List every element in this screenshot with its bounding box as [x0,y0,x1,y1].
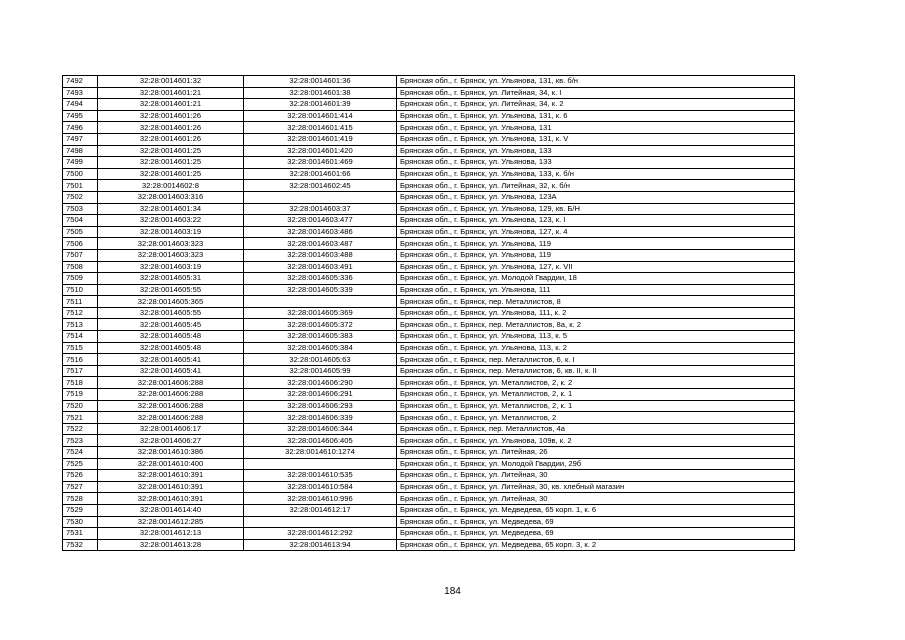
table-row [63,296,795,308]
cadastral-number-cell: 32:28:0014610:400 [98,458,244,470]
cadastral-number-cell: 32:28:0014601:25 [98,168,244,180]
row-number-cell: 7523 [63,435,98,447]
address-cell: Брянская обл., г. Брянск, ул. Ульянова, 111, к. 2 [397,307,795,319]
row-number-cell: 7529 [63,504,98,516]
cadastral-number-cell: 32:28:0014601:34 [98,203,244,215]
address-cell: Брянская обл., г. Брянск, ул. Ульянова, 123, к. I [397,215,795,227]
table-row [63,110,795,122]
cadastral-number-cell: 32:28:0014605:55 [98,284,244,296]
cadastral-number-cell: 32:28:0014606:288 [98,377,244,389]
table-row [63,354,795,366]
address-cell: Брянская обл., г. Брянск, ул. Ульянова, 131 [397,122,795,134]
row-number-cell: 7515 [63,342,98,354]
table-row [63,145,795,157]
cadastral-number-cell: 32:28:0014605:45 [98,319,244,331]
object-number-cell: 32:28:0014601:415 [244,122,397,134]
row-number-cell: 7507 [63,249,98,261]
cadastral-number-cell: 32:28:0014606:288 [98,412,244,424]
row-number-cell: 7497 [63,133,98,145]
row-number-cell: 7517 [63,365,98,377]
cadastral-number-cell: 32:28:0014603:19 [98,226,244,238]
address-cell: Брянская обл., г. Брянск, ул. Литейная, 34, к. I [397,87,795,99]
table-row [63,203,795,215]
address-cell: Брянская обл., г. Брянск, ул. Металлистов, 2, к. 1 [397,400,795,412]
address-cell: Брянская обл., г. Брянск, ул. Ульянова, 131, кв. б/н [397,76,795,88]
object-number-cell: 32:28:0014605:384 [244,342,397,354]
address-cell: Брянская обл., г. Брянск, ул. Ульянова, 131, к. V [397,133,795,145]
row-number-cell: 7505 [63,226,98,238]
table-row [63,458,795,470]
page-number: 184 [444,586,461,597]
cadastral-number-cell: 32:28:0014601:21 [98,99,244,111]
object-number-cell: 32:28:0014612:17 [244,504,397,516]
table-row [63,377,795,389]
cadastral-number-cell: 32:28:0014610:391 [98,481,244,493]
object-number-cell: 32:28:0014606:344 [244,423,397,435]
row-number-cell: 7493 [63,87,98,99]
row-number-cell: 7496 [63,122,98,134]
object-number-cell: 32:28:0014610:1274 [244,447,397,459]
row-number-cell: 7527 [63,481,98,493]
table-row [63,157,795,169]
row-number-cell: 7509 [63,273,98,285]
object-number-cell [244,191,397,203]
row-number-cell: 7502 [63,191,98,203]
object-number-cell [244,296,397,308]
cadastral-number-cell: 32:28:0014603:316 [98,191,244,203]
table-row [63,400,795,412]
address-cell: Брянская обл., г. Брянск, ул. Литейная, 26 [397,447,795,459]
row-number-cell: 7513 [63,319,98,331]
cadastral-number-cell: 32:28:0014605:41 [98,354,244,366]
row-number-cell: 7508 [63,261,98,273]
table-row [63,493,795,505]
cadastral-number-cell: 32:28:0014601:26 [98,122,244,134]
row-number-cell: 7520 [63,400,98,412]
table-row [63,528,795,540]
cadastral-number-cell: 32:28:0014606:288 [98,400,244,412]
table-row [63,180,795,192]
address-cell: Брянская обл., г. Брянск, пер. Металлистов, 8а, к. 2 [397,319,795,331]
cadastral-number-cell: 32:28:0014601:25 [98,145,244,157]
cadastral-number-cell: 32:28:0014613:28 [98,539,244,551]
table-row [63,215,795,227]
address-cell: Брянская обл., г. Брянск, ул. Ульянова, 113, к. 2 [397,342,795,354]
object-number-cell: 32:28:0014601:420 [244,145,397,157]
cadastral-number-cell: 32:28:0014601:26 [98,133,244,145]
row-number-cell: 7504 [63,215,98,227]
address-cell: Брянская обл., г. Брянск, ул. Ульянова, 131, к. 6 [397,110,795,122]
address-cell: Брянская обл., г. Брянск, ул. Ульянова, 113, к. 5 [397,331,795,343]
cadastral-number-cell: 32:28:0014603:19 [98,261,244,273]
cadastral-number-cell: 32:28:0014606:288 [98,389,244,401]
row-number-cell: 7531 [63,528,98,540]
table-row [63,516,795,528]
address-cell: Брянская обл., г. Брянск, пер. Металлистов, 6, к. I [397,354,795,366]
row-number-cell: 7521 [63,412,98,424]
address-cell: Брянская обл., г. Брянск, ул. Ульянова, 127, к. VII [397,261,795,273]
cadastral-number-cell: 32:28:0014601:21 [98,87,244,99]
object-number-cell: 32:28:0014606:339 [244,412,397,424]
address-cell: Брянская обл., г. Брянск, пер. Металлистов, 4а [397,423,795,435]
row-number-cell: 7498 [63,145,98,157]
cadastral-number-cell: 32:28:0014602:8 [98,180,244,192]
address-cell: Брянская обл., г. Брянск, ул. Медведева, 69 [397,528,795,540]
object-number-cell: 32:28:0014606:290 [244,377,397,389]
row-number-cell: 7494 [63,99,98,111]
row-number-cell: 7519 [63,389,98,401]
row-number-cell: 7500 [63,168,98,180]
row-number-cell: 7511 [63,296,98,308]
object-number-cell: 32:28:0014603:486 [244,226,397,238]
row-number-cell: 7501 [63,180,98,192]
table-row [63,481,795,493]
address-cell: Брянская обл., г. Брянск, ул. Литейная, 30 [397,470,795,482]
table-row [63,87,795,99]
cadastral-number-cell: 32:28:0014601:32 [98,76,244,88]
row-number-cell: 7524 [63,447,98,459]
cadastral-number-cell: 32:28:0014612:285 [98,516,244,528]
cadastral-number-cell: 32:28:0014603:323 [98,249,244,261]
object-number-cell [244,516,397,528]
cadastral-number-cell: 32:28:0014612:13 [98,528,244,540]
cadastral-number-cell: 32:28:0014605:41 [98,365,244,377]
address-cell: Брянская обл., г. Брянск, ул. Литейная, 30 [397,493,795,505]
address-cell: Брянская обл., г. Брянск, ул. Медведева, 65 корп. 3, к. 2 [397,539,795,551]
object-number-cell: 32:28:0014606:291 [244,389,397,401]
cadastral-number-cell: 32:28:0014605:55 [98,307,244,319]
row-number-cell: 7528 [63,493,98,505]
address-cell: Брянская обл., г. Брянск, ул. Ульянова, 111 [397,284,795,296]
address-cell: Брянская обл., г. Брянск, ул. Металлистов, 2 [397,412,795,424]
table-row [63,249,795,261]
object-number-cell: 32:28:0014603:488 [244,249,397,261]
registry-table [62,75,795,551]
table-row [63,539,795,551]
object-number-cell: 32:28:0014601:66 [244,168,397,180]
table-row [63,470,795,482]
address-cell: Брянская обл., г. Брянск, ул. Ульянова, 127, к. 4 [397,226,795,238]
cadastral-number-cell: 32:28:0014610:391 [98,493,244,505]
row-number-cell: 7495 [63,110,98,122]
address-cell: Брянская обл., г. Брянск, ул. Металлистов, 2, к. 2 [397,377,795,389]
cadastral-number-cell: 32:28:0014610:386 [98,447,244,459]
object-number-cell: 32:28:0014602:45 [244,180,397,192]
object-number-cell: 32:28:0014605:63 [244,354,397,366]
cadastral-number-cell: 32:28:0014601:25 [98,157,244,169]
table-row [63,273,795,285]
object-number-cell: 32:28:0014601:38 [244,87,397,99]
row-number-cell: 7525 [63,458,98,470]
table-row [63,331,795,343]
table-row [63,365,795,377]
row-number-cell: 7514 [63,331,98,343]
table-row [63,191,795,203]
cadastral-number-cell: 32:28:0014605:48 [98,342,244,354]
table-row [63,319,795,331]
address-cell: Брянская обл., г. Брянск, ул. Молодой Гвардии, 18 [397,273,795,285]
address-cell: Брянская обл., г. Брянск, ул. Ульянова, 123А [397,191,795,203]
object-number-cell: 32:28:0014601:419 [244,133,397,145]
row-number-cell: 7518 [63,377,98,389]
address-cell: Брянская обл., г. Брянск, ул. Медведева, 69 [397,516,795,528]
object-number-cell: 32:28:0014605:383 [244,331,397,343]
object-number-cell: 32:28:0014605:339 [244,284,397,296]
address-cell: Брянская обл., г. Брянск, ул. Ульянова, 133 [397,157,795,169]
object-number-cell: 32:28:0014601:36 [244,76,397,88]
row-number-cell: 7526 [63,470,98,482]
row-number-cell: 7512 [63,307,98,319]
table-row [63,447,795,459]
object-number-cell: 32:28:0014605:372 [244,319,397,331]
cadastral-number-cell: 32:28:0014601:26 [98,110,244,122]
address-cell: Брянская обл., г. Брянск, ул. Металлистов, 2, к. 1 [397,389,795,401]
address-cell: Брянская обл., г. Брянск, ул. Литейная, 32, к. б/н [397,180,795,192]
object-number-cell: 32:28:0014601:39 [244,99,397,111]
address-cell: Брянская обл., г. Брянск, ул. Молодой Гвардии, 29б [397,458,795,470]
row-number-cell: 7532 [63,539,98,551]
address-cell: Брянская обл., г. Брянск, ул. Ульянова, 129, кв. Б/Н [397,203,795,215]
object-number-cell: 32:28:0014601:469 [244,157,397,169]
table-row [63,342,795,354]
table-row [63,99,795,111]
registry-table-body [63,76,795,551]
cadastral-number-cell: 32:28:0014605:31 [98,273,244,285]
table-row [63,284,795,296]
object-number-cell: 32:28:0014603:491 [244,261,397,273]
object-number-cell: 32:28:0014601:414 [244,110,397,122]
row-number-cell: 7492 [63,76,98,88]
object-number-cell [244,458,397,470]
object-number-cell: 32:28:0014610:584 [244,481,397,493]
cadastral-number-cell: 32:28:0014605:48 [98,331,244,343]
cadastral-number-cell: 32:28:0014610:391 [98,470,244,482]
table-row [63,423,795,435]
row-number-cell: 7516 [63,354,98,366]
row-number-cell: 7506 [63,238,98,250]
table-row [63,412,795,424]
object-number-cell: 32:28:0014606:293 [244,400,397,412]
address-cell: Брянская обл., г. Брянск, пер. Металлистов, 6, кв. II, к. II [397,365,795,377]
table-row [63,226,795,238]
address-cell: Брянская обл., г. Брянск, пер. Металлистов, 8 [397,296,795,308]
cadastral-number-cell: 32:28:0014606:17 [98,423,244,435]
table-row [63,168,795,180]
cadastral-number-cell: 32:28:0014614:40 [98,504,244,516]
object-number-cell: 32:28:0014610:535 [244,470,397,482]
table-row [63,133,795,145]
cadastral-number-cell: 32:28:0014603:323 [98,238,244,250]
table-row [63,238,795,250]
object-number-cell: 32:28:0014605:336 [244,273,397,285]
object-number-cell: 32:28:0014603:37 [244,203,397,215]
address-cell: Брянская обл., г. Брянск, ул. Ульянова, 109в, к. 2 [397,435,795,447]
cadastral-number-cell: 32:28:0014603:22 [98,215,244,227]
object-number-cell: 32:28:0014605:99 [244,365,397,377]
address-cell: Брянская обл., г. Брянск, ул. Ульянова, 119 [397,249,795,261]
table-row [63,122,795,134]
row-number-cell: 7499 [63,157,98,169]
address-cell: Брянская обл., г. Брянск, ул. Литейная, 30, кв. хлебный магазин [397,481,795,493]
address-cell: Брянская обл., г. Брянск, ул. Ульянова, 133 [397,145,795,157]
row-number-cell: 7522 [63,423,98,435]
row-number-cell: 7510 [63,284,98,296]
table-row [63,435,795,447]
address-cell: Брянская обл., г. Брянск, ул. Ульянова, 133, к. б/н [397,168,795,180]
address-cell: Брянская обл., г. Брянск, ул. Медведева, 65 корп. 1, к. 6 [397,504,795,516]
object-number-cell: 32:28:0014603:487 [244,238,397,250]
row-number-cell: 7503 [63,203,98,215]
object-number-cell: 32:28:0014605:369 [244,307,397,319]
object-number-cell: 32:28:0014606:405 [244,435,397,447]
object-number-cell: 32:28:0014612:292 [244,528,397,540]
table-row [63,76,795,88]
address-cell: Брянская обл., г. Брянск, ул. Литейная, 34, к. 2 [397,99,795,111]
object-number-cell: 32:28:0014603:477 [244,215,397,227]
row-number-cell: 7530 [63,516,98,528]
table-row [63,504,795,516]
object-number-cell: 32:28:0014610:996 [244,493,397,505]
address-cell: Брянская обл., г. Брянск, ул. Ульянова, 119 [397,238,795,250]
cadastral-number-cell: 32:28:0014605:365 [98,296,244,308]
table-row [63,307,795,319]
table-row [63,389,795,401]
object-number-cell: 32:28:0014613:94 [244,539,397,551]
cadastral-number-cell: 32:28:0014606:27 [98,435,244,447]
table-row [63,261,795,273]
